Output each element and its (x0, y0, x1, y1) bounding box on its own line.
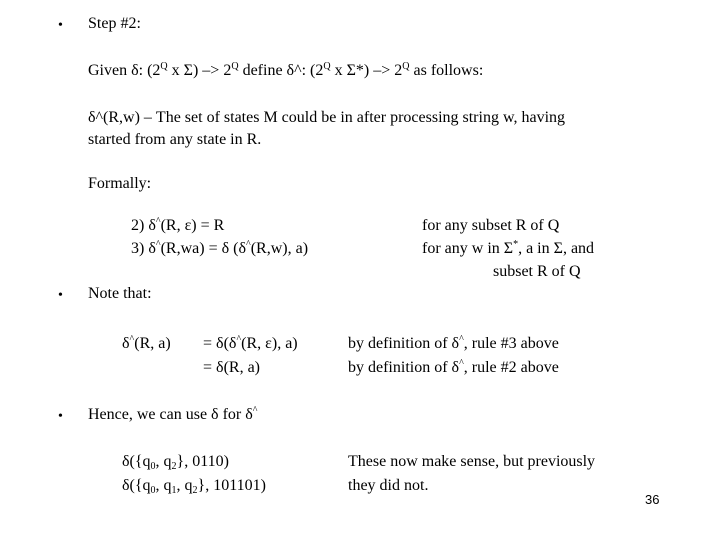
text-segment: by definition of δ (348, 359, 460, 376)
text-segment: for any subset R of Q (422, 217, 560, 234)
text-segment: = δ(δ (203, 335, 237, 352)
text-segment: as follows: (409, 62, 484, 79)
description-line-1 (88, 108, 565, 128)
text-segment: for any w in Σ (422, 240, 514, 257)
subscript: 1 (171, 485, 177, 496)
superscript: ^ (236, 334, 242, 345)
superscript: Q (402, 61, 410, 72)
description-line-2 (88, 130, 261, 150)
text-segment: Given δ: (2 (88, 62, 161, 79)
text-segment: define δ^: (2 (238, 62, 324, 79)
text-segment: , q (176, 477, 193, 494)
text-segment: , rule #2 above (463, 359, 559, 376)
bullet: • (58, 409, 63, 424)
text-segment: , q (155, 477, 172, 494)
subscript: 0 (150, 461, 156, 472)
superscript: ^ (459, 334, 464, 345)
superscript: ^ (252, 405, 258, 416)
text-segment: (R, a) (134, 335, 171, 352)
superscript: ^ (246, 239, 251, 250)
text-segment: δ (122, 335, 130, 352)
given-definition (88, 61, 483, 81)
rule-3-condition-cont (493, 262, 581, 282)
text-segment: started from any state in R. (88, 131, 262, 148)
text-segment: , rule #3 above (463, 335, 559, 352)
subscript: 2 (192, 485, 198, 496)
derivation-lhs (122, 334, 171, 354)
text-segment: they did not. (348, 477, 429, 494)
text-segment: δ({q (122, 477, 151, 494)
derivation-reason-2 (348, 358, 559, 378)
text-segment: , a in Σ, and (518, 240, 595, 257)
text-segment: }, 101101) (197, 477, 266, 494)
text-segment: subset R of Q (493, 263, 581, 280)
text-segment: (R,wa) = δ (δ (160, 240, 246, 257)
formally-label (88, 174, 151, 194)
rule-2 (131, 216, 224, 236)
text-segment: x Σ) –> 2 (167, 62, 232, 79)
example-note-2 (348, 476, 428, 496)
superscript: ^ (129, 334, 135, 345)
superscript: ^ (155, 216, 161, 227)
text-segment: These now make sense, but previously (348, 453, 596, 470)
example-note-1 (348, 452, 595, 472)
text-segment: (R, ε) = R (160, 217, 225, 234)
superscript: Q (231, 61, 239, 72)
superscript: ^ (459, 358, 464, 369)
rule-2-condition (422, 216, 559, 236)
text-segment: 2) δ (131, 217, 156, 234)
text-segment: 3) δ (131, 240, 156, 257)
derivation-step-2 (203, 358, 260, 378)
text-segment: (R,w), a) (250, 240, 309, 257)
derivation-reason-1 (348, 334, 559, 354)
text-segment: δ({q (122, 453, 151, 470)
note-label (88, 284, 152, 304)
text-segment: Note that: (88, 285, 152, 302)
text-segment: , q (155, 453, 172, 470)
derivation-step-1 (203, 334, 298, 354)
superscript: Q (160, 61, 168, 72)
text-segment: Hence, we can use δ for δ (88, 406, 253, 423)
step-title (88, 14, 141, 34)
superscript: * (513, 239, 519, 250)
bullet: • (58, 18, 63, 33)
example-2 (122, 476, 266, 496)
text-segment: }, 0110) (176, 453, 229, 470)
bullet: • (58, 288, 63, 303)
subscript: 2 (171, 461, 177, 472)
example-1 (122, 452, 229, 472)
text-segment: Formally: (88, 175, 152, 192)
text-segment: = δ(R, a) (203, 359, 260, 376)
text-segment: Step #2: (88, 15, 141, 32)
rule-3 (131, 239, 308, 259)
subscript: 0 (150, 485, 156, 496)
text-segment: (R, ε), a) (241, 335, 298, 352)
text-segment: x Σ*) –> 2 (330, 62, 403, 79)
text-segment: δ^(R,w) – The set of states M could be in after processing string w, having (88, 109, 566, 126)
superscript: Q (323, 61, 331, 72)
hence-statement (88, 405, 257, 425)
rule-3-condition (422, 239, 594, 259)
text-segment: by definition of δ (348, 335, 460, 352)
page-number: 36 (645, 492, 660, 507)
superscript: ^ (155, 239, 161, 250)
